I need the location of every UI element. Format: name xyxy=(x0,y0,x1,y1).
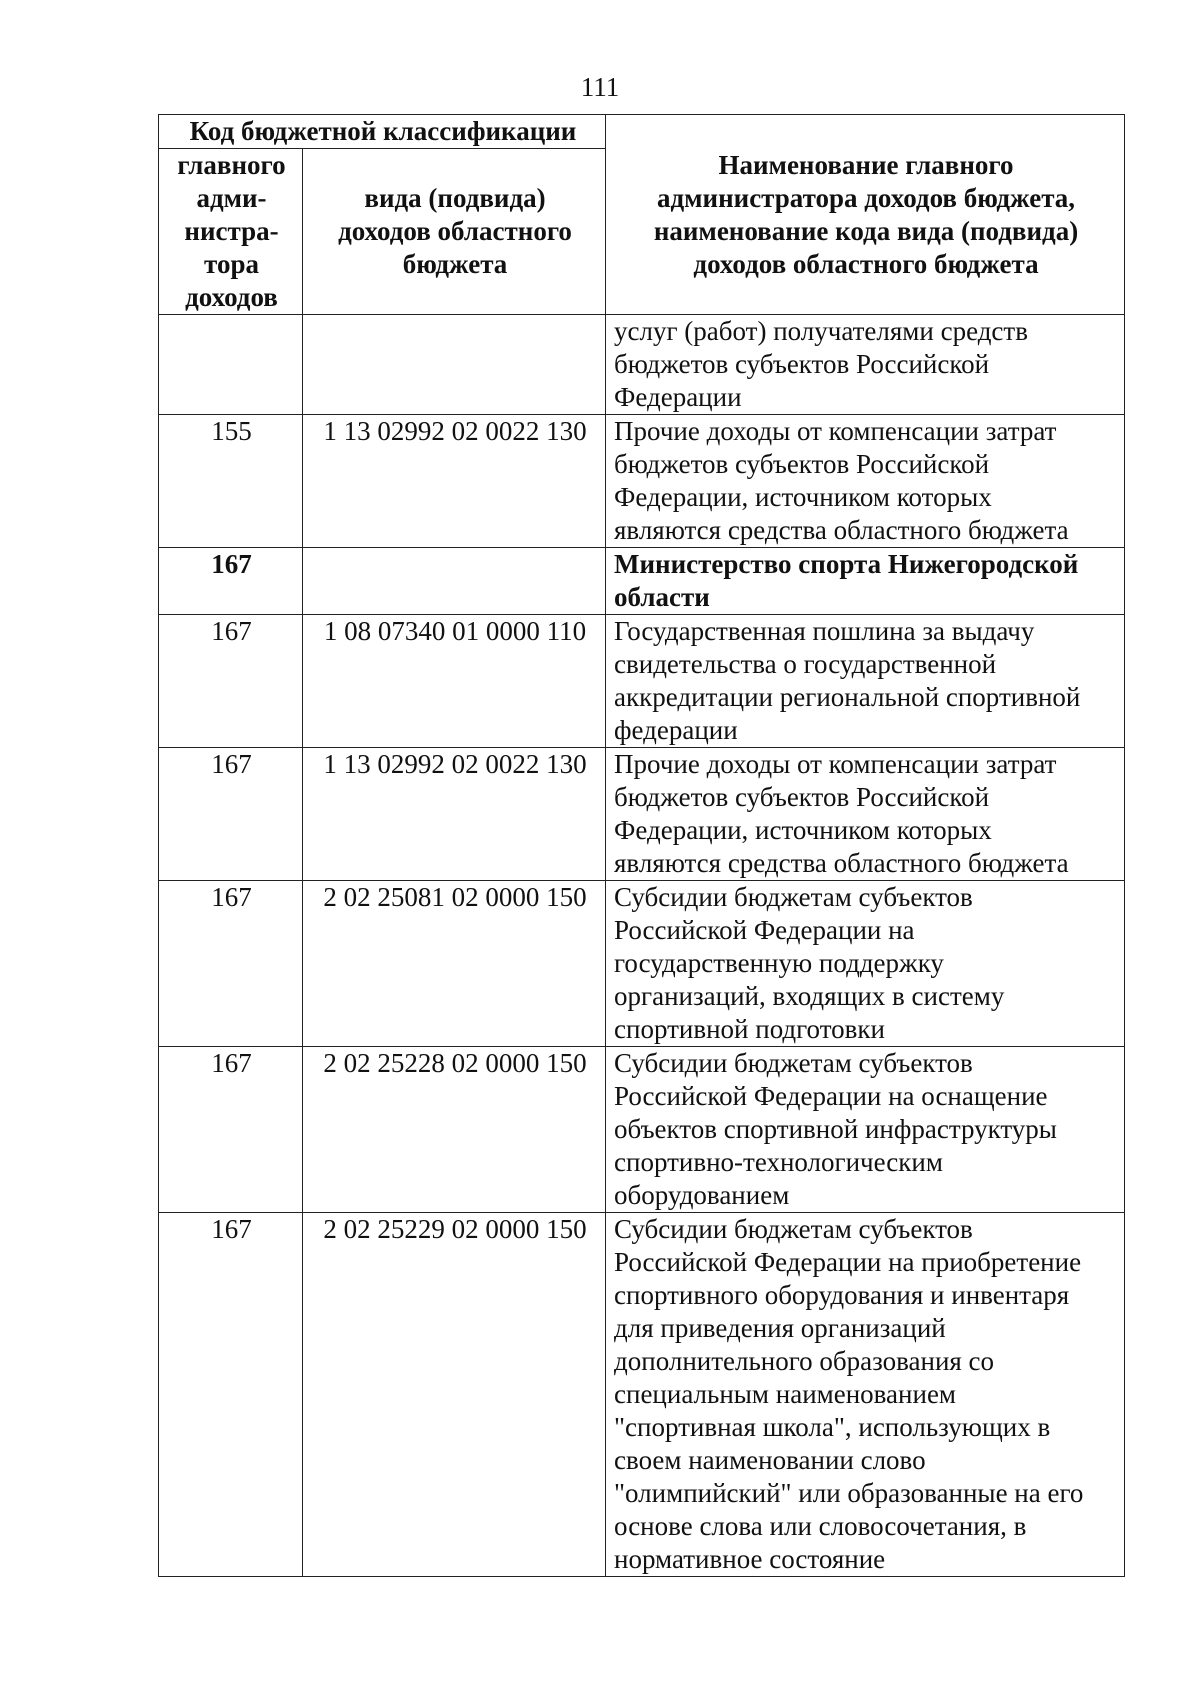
cell-name-line: бюджетов субъектов Российской xyxy=(614,782,990,812)
header-kind-line: вида (подвида) xyxy=(364,183,546,213)
cell-admin-code: 167 xyxy=(159,615,303,748)
header-admin-line: тора xyxy=(204,249,259,279)
cell-name-line: области xyxy=(614,582,710,612)
cell-name-line: Федерации, источником которых xyxy=(614,482,992,512)
cell-name-line: Прочие доходы от компенсации затрат xyxy=(614,749,1057,779)
cell-name-line: услуг (работ) получателями средств xyxy=(614,316,1028,346)
cell-income-code: 1 13 02992 02 0022 130 xyxy=(303,748,606,881)
table-row xyxy=(159,1213,1125,1577)
header-admin-line: нистра- xyxy=(184,216,279,246)
header-name-line: администратора доходов бюджета, xyxy=(656,182,1076,213)
header-admin-line: главного xyxy=(177,150,286,180)
cell-name xyxy=(606,881,1125,1047)
cell-admin-code xyxy=(159,315,303,415)
page-number: 111 xyxy=(580,72,620,102)
cell-name-line: Российской Федерации на xyxy=(614,915,915,945)
cell-income-code: 1 13 02992 02 0022 130 xyxy=(303,415,606,548)
cell-admin-code: 155 xyxy=(159,415,303,548)
cell-name-line: дополнительного образования со xyxy=(614,1346,995,1376)
cell-name xyxy=(606,315,1125,415)
cell-income-code xyxy=(303,548,606,615)
budget-classification-table xyxy=(158,114,1125,1577)
cell-admin-code: 167 xyxy=(159,1047,303,1213)
cell-name-line: нормативное состояние xyxy=(614,1544,886,1574)
table-row xyxy=(159,615,1125,748)
cell-name-line: являются средства областного бюджета xyxy=(614,848,1069,878)
table-row xyxy=(159,548,1125,615)
cell-name-line: своем наименовании слово xyxy=(614,1445,926,1475)
cell-name-line: Государственная пошлина за выдачу xyxy=(614,616,1035,646)
cell-name-line: бюджетов субъектов Российской xyxy=(614,349,990,379)
table-row xyxy=(159,415,1125,548)
header-col-name xyxy=(606,115,1125,315)
cell-name-line: основе слова или словосочетания, в xyxy=(614,1511,1027,1541)
header-col-admin xyxy=(159,149,303,315)
cell-name-line: Российской Федерации на оснащение xyxy=(614,1081,1048,1111)
header-admin-line: доходов xyxy=(185,282,278,312)
cell-name xyxy=(606,748,1125,881)
cell-name-line: Российской Федерации на приобретение xyxy=(614,1247,1082,1277)
cell-name-line: Федерации xyxy=(614,382,742,412)
table-row xyxy=(159,1047,1125,1213)
header-col-kind xyxy=(303,149,606,315)
cell-income-code xyxy=(303,315,606,415)
cell-admin-code: 167 xyxy=(159,881,303,1047)
header-name-line: наименование кода вида (подвида) xyxy=(653,215,1079,246)
cell-name-line: специальным наименованием xyxy=(614,1379,957,1409)
header-group-title: Код бюджетной классификации xyxy=(159,115,606,149)
cell-income-code: 2 02 25229 02 0000 150 xyxy=(303,1213,606,1577)
cell-name-line: федерации xyxy=(614,715,738,745)
cell-name-line: "олимпийский" или образованные на его xyxy=(614,1478,1084,1508)
header-kind-line: бюджета xyxy=(402,249,508,279)
cell-name-line: являются средства областного бюджета xyxy=(614,515,1069,545)
header-admin-line: адми- xyxy=(196,183,267,213)
cell-admin-code: 167 xyxy=(159,548,303,615)
cell-admin-code: 167 xyxy=(159,1213,303,1577)
cell-name-line: Субсидии бюджетам субъектов xyxy=(614,1214,973,1244)
cell-name-line: спортивной подготовки xyxy=(614,1014,885,1044)
cell-name xyxy=(606,415,1125,548)
cell-name-line: бюджетов субъектов Российской xyxy=(614,449,990,479)
cell-name-line: Федерации, источником которых xyxy=(614,815,992,845)
cell-name-line: Субсидии бюджетам субъектов xyxy=(614,1048,973,1078)
cell-name-line: Прочие доходы от компенсации затрат xyxy=(614,416,1057,446)
cell-name-line: аккредитации региональной спортивной xyxy=(614,682,1081,712)
table-row xyxy=(159,315,1125,415)
cell-name-line: организаций, входящих в систему xyxy=(614,981,1005,1011)
cell-name-line: объектов спортивной инфраструктуры xyxy=(614,1114,1057,1144)
header-name-line: Наименование главного xyxy=(718,149,1014,180)
cell-name-line: Министерство спорта Нижегородской xyxy=(614,549,1079,579)
cell-name xyxy=(606,615,1125,748)
table-header xyxy=(159,115,1125,315)
cell-name-line: для приведения организаций xyxy=(614,1313,946,1343)
table-body xyxy=(159,315,1125,1577)
header-name-line: доходов областного бюджета xyxy=(693,248,1039,279)
table-row xyxy=(159,881,1125,1047)
cell-income-code: 2 02 25228 02 0000 150 xyxy=(303,1047,606,1213)
cell-name-line: "спортивная школа", использующих в xyxy=(614,1412,1051,1442)
cell-name-line: оборудованием xyxy=(614,1180,790,1210)
header-kind-line: доходов областного xyxy=(338,216,572,246)
cell-name xyxy=(606,1047,1125,1213)
cell-name xyxy=(606,548,1125,615)
cell-admin-code: 167 xyxy=(159,748,303,881)
table-row xyxy=(159,748,1125,881)
cell-name-line: спортивно-технологическим xyxy=(614,1147,943,1177)
cell-income-code: 2 02 25081 02 0000 150 xyxy=(303,881,606,1047)
cell-name xyxy=(606,1213,1125,1577)
cell-name-line: спортивного оборудования и инвентаря xyxy=(614,1280,1070,1310)
cell-name-line: государственную поддержку xyxy=(614,948,944,978)
cell-name-line: Субсидии бюджетам субъектов xyxy=(614,882,973,912)
cell-income-code: 1 08 07340 01 0000 110 xyxy=(303,615,606,748)
cell-name-line: свидетельства о государственной xyxy=(614,649,997,679)
